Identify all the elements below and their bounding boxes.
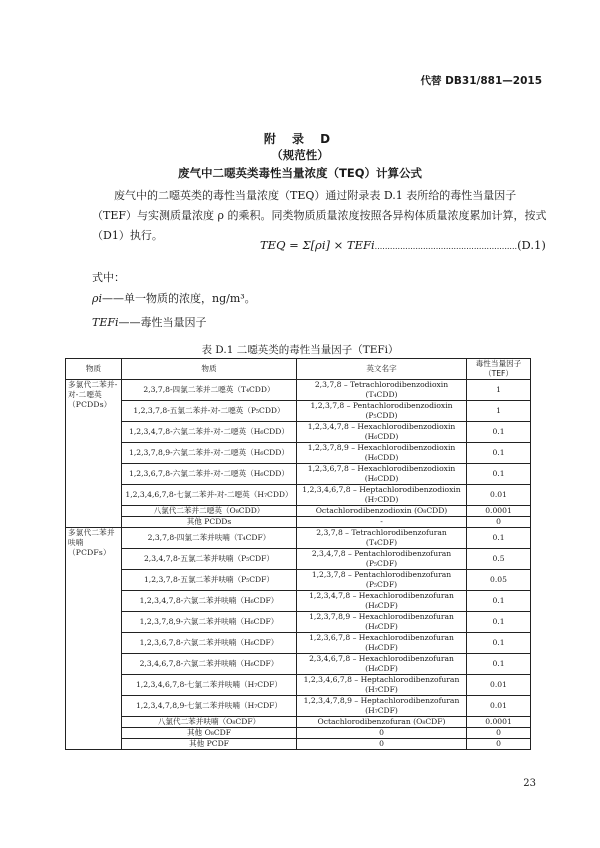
- formula-number: (D.1): [517, 238, 546, 252]
- appendix-normative-label: （规范性）: [271, 148, 329, 162]
- document-code: 代替 DB31/881—2015: [420, 75, 542, 87]
- tef-value-cell: 0.1: [467, 612, 531, 633]
- chinese-name-cell: 1,2,3,6,7,8-六氯二苯并呋喃（H₆CDF）: [122, 633, 297, 654]
- english-name-cell: 2,3,4,6,7,8 – Hexachlorodibenzofuran (H₆CDF): [297, 654, 467, 675]
- english-name-cell: 0: [297, 739, 467, 750]
- table-row: [66, 506, 531, 517]
- english-name-cell: 1,2,3,4,7,8 – Hexachlorodibenzodioxin (H₆CDD): [297, 422, 467, 443]
- chinese-name-cell: 1,2,3,4,7,8-六氯二苯并-对-二噁英（H₆CDD）: [122, 422, 297, 443]
- table-row: [66, 464, 531, 485]
- appendix-heading: 废气中二噁英类毒性当量浓度（TEQ）计算公式: [178, 166, 422, 180]
- definition-text: ——毒性当量因子: [118, 316, 207, 329]
- english-name-cell: Octachlorodibenzodioxin (O₈CDD): [297, 506, 467, 517]
- english-name-cell: 1,2,3,4,6,7,8 – Heptachlorodibenzodioxin (H₇CDD): [297, 485, 467, 506]
- tef-value-cell: 0.1: [467, 591, 531, 612]
- english-name-cell: 1,2,3,6,7,8 – Hexachlorodibenzofuran (H₆CDF): [297, 633, 467, 654]
- english-name-cell: 1,2,3,6,7,8 – Hexachlorodibenzodioxin (H₆CDD): [297, 464, 467, 485]
- header-tef: [467, 359, 531, 380]
- appendix-title: 附 录 D: [263, 132, 337, 146]
- table-row: [66, 528, 531, 549]
- table-row: [66, 485, 531, 506]
- chinese-name-cell: 1,2,3,4,7,8-六氯二苯并呋喃（H₆CDF）: [122, 591, 297, 612]
- tef-value-cell: 0: [467, 517, 531, 528]
- english-name-cell: 0: [297, 728, 467, 739]
- english-name-cell: 2,3,7,8 – Tetrachlorodibenzodioxin (T₄CDD): [297, 380, 467, 401]
- table-row: [66, 443, 531, 464]
- chinese-name-cell: 1,2,3,4,6,7,8-七氯二苯并-对-二噁英（H₇CDD）: [122, 485, 297, 506]
- chinese-name-cell: 2,3,4,6,7,8-六氯二苯并呋喃（H₆CDF）: [122, 654, 297, 675]
- definition-symbol: ρi: [92, 292, 102, 305]
- table-header-row: [66, 359, 531, 380]
- chinese-name-cell: 1,2,3,7,8-五氯二苯并呋喃（P₅CDF）: [122, 570, 297, 591]
- chinese-name-cell: 其他 PCDF: [122, 739, 297, 750]
- header-english-name: 英文名字: [297, 359, 467, 380]
- english-name-cell: 1,2,3,7,8 – Pentachlorodibenzofuran (P₅CDF): [297, 570, 467, 591]
- tef-value-cell: 1: [467, 380, 531, 401]
- header-substance-name: 物质: [122, 359, 297, 380]
- chinese-name-cell: 其他 PCDDs: [122, 517, 297, 528]
- chinese-name-cell: 1,2,3,7,8,9-六氯二苯并呋喃（H₆CDF）: [122, 612, 297, 633]
- table-row: [66, 517, 531, 528]
- chinese-name-cell: 2,3,7,8-四氯二苯并二噁英（T₄CDD）: [122, 380, 297, 401]
- page-number: 23: [523, 778, 536, 789]
- table-row: [66, 739, 531, 750]
- english-name-cell: Octachlorodibenzofuran (O₈CDF): [297, 717, 467, 728]
- table-row: [66, 549, 531, 570]
- formula-expression: TEQ = Σ[ρi] × TEFi: [260, 238, 375, 252]
- english-name-cell: 1,2,3,4,7,8,9 – Heptachlorodibenzofuran (H₇CDF): [297, 696, 467, 717]
- formula-leader: ........................................................: [374, 242, 518, 251]
- header-tef-line1: 毒性当量因子: [475, 359, 522, 368]
- chinese-name-cell: 1,2,3,7,8-五氯二苯并-对-二噁英（P₅CDD）: [122, 401, 297, 422]
- english-name-cell: -: [297, 517, 467, 528]
- tef-value-cell: 0: [467, 739, 531, 750]
- tef-value-cell: 0.1: [467, 654, 531, 675]
- english-name-cell: 1,2,3,4,7,8 – Hexachlorodibenzofuran (H₆CDF): [297, 591, 467, 612]
- table-row: [66, 380, 531, 401]
- table-row: [66, 633, 531, 654]
- chinese-name-cell: 2,3,4,7,8-五氯二苯并呋喃（P₅CDF）: [122, 549, 297, 570]
- tef-value-cell: 0.01: [467, 485, 531, 506]
- chinese-name-cell: 其他 O₈CDF: [122, 728, 297, 739]
- table-caption: 表 D.1 二噁英类的毒性当量因子（TEFi）: [201, 344, 399, 356]
- definition-symbol: TEFi: [92, 316, 119, 329]
- chinese-name-cell: 1,2,3,4,7,8,9-七氯二苯并呋喃（H₇CDF）: [122, 696, 297, 717]
- table-row: [66, 591, 531, 612]
- table-row: [66, 717, 531, 728]
- tef-value-cell: 0: [467, 728, 531, 739]
- table-row: [66, 696, 531, 717]
- table-row: [66, 612, 531, 633]
- tef-value-cell: 0.1: [467, 422, 531, 443]
- chinese-name-cell: 1,2,3,4,6,7,8-七氯二苯并呋喃（H₇CDF）: [122, 675, 297, 696]
- tef-value-cell: 0.01: [467, 675, 531, 696]
- tef-value-cell: 0.05: [467, 570, 531, 591]
- english-name-cell: 1,2,3,7,8,9 – Hexachlorodibenzodioxin (H₆CDD): [297, 443, 467, 464]
- definition-text: ——单一物质的浓度，ng/m³。: [102, 292, 256, 305]
- table-row: [66, 401, 531, 422]
- tef-value-cell: 0.5: [467, 549, 531, 570]
- tef-value-cell: 0.1: [467, 528, 531, 549]
- header-substance: 物质: [66, 359, 122, 380]
- english-name-cell: 1,2,3,7,8 – Pentachlorodibenzodioxin (P₅CDD): [297, 401, 467, 422]
- english-name-cell: 1,2,3,7,8,9 – Hexachlorodibenzofuran (H₆CDF): [297, 612, 467, 633]
- chinese-name-cell: 1,2,3,6,7,8-六氯二苯并-对-二噁英（H₆CDD）: [122, 464, 297, 485]
- english-name-cell: 2,3,7,8 – Tetrachlorodibenzofuran (T₄CDF): [297, 528, 467, 549]
- chinese-name-cell: 2,3,7,8-四氯二苯并呋喃（T₄CDF）: [122, 528, 297, 549]
- tef-value-cell: 0.0001: [467, 717, 531, 728]
- group-label: 多氯代二苯并-对-二噁英（PCDDs）: [66, 380, 122, 528]
- chinese-name-cell: 1,2,3,7,8,9-六氯二苯并-对-二噁英（H₆CDD）: [122, 443, 297, 464]
- table-row: [66, 422, 531, 443]
- table-row: [66, 728, 531, 739]
- table-row: [66, 675, 531, 696]
- definition-rho: [92, 290, 256, 306]
- header-tef-line2: （TEF）: [484, 369, 513, 378]
- tef-value-cell: 0.1: [467, 443, 531, 464]
- tef-value-cell: 1: [467, 401, 531, 422]
- tef-value-cell: 0.01: [467, 696, 531, 717]
- body-paragraph: 废气中的二噁英类的毒性当量浓度（TEQ）通过附录表 D.1 表所给的毒性当量因子（TEF）与实测质量浓度 ρ 的乘积。同类物质质量浓度按照各异构体质量浓度累加计算，按式（D1）执行。: [92, 189, 547, 242]
- definition-tef: [92, 314, 207, 330]
- where-label: 式中：: [92, 271, 125, 284]
- english-name-cell: 1,2,3,4,6,7,8 – Heptachlorodibenzofuran (H₇CDF): [297, 675, 467, 696]
- table-row: [66, 570, 531, 591]
- tef-table: [65, 358, 531, 750]
- english-name-cell: 2,3,4,7,8 – Pentachlorodibenzofuran (P₅CDF): [297, 549, 467, 570]
- tef-value-cell: 0.0001: [467, 506, 531, 517]
- chinese-name-cell: 八氯代二苯并二噁英（O₈CDD）: [122, 506, 297, 517]
- formula: [260, 238, 548, 252]
- chinese-name-cell: 八氯代二苯并呋喃（O₈CDF）: [122, 717, 297, 728]
- group-label: 多氯代二苯并呋喃（PCDFs）: [66, 528, 122, 750]
- table-row: [66, 654, 531, 675]
- tef-value-cell: 0.1: [467, 633, 531, 654]
- table-body: [66, 380, 531, 750]
- tef-value-cell: 0.1: [467, 464, 531, 485]
